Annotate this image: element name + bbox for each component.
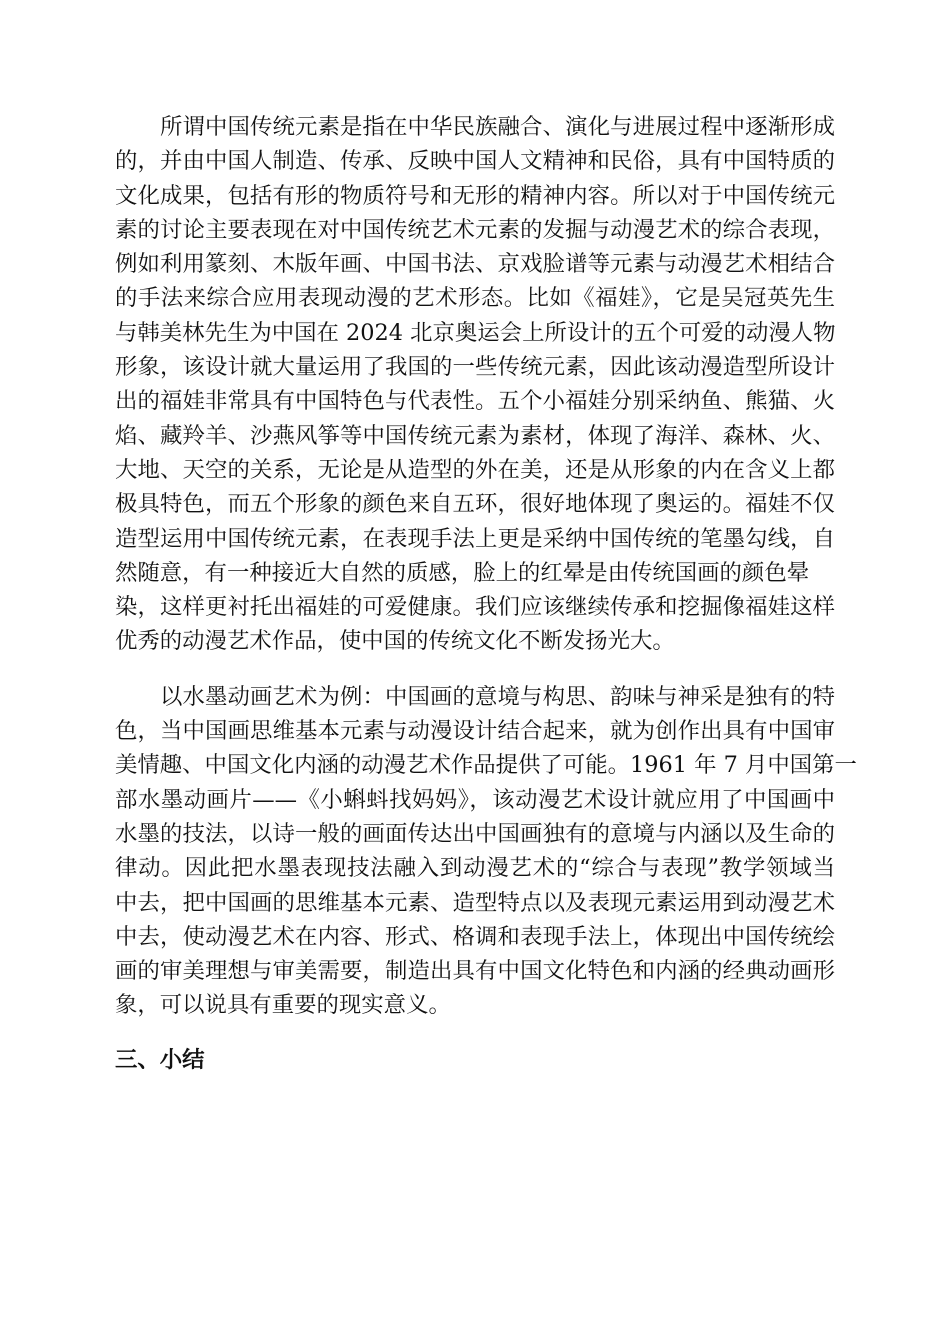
text-line: 画的审美理想与审美需要，制造出具有中国文化特色和内涵的经典动画形 [115,958,835,985]
text-line: 大地、天空的关系，无论是从造型的外在美，还是从形象的内在含义上都 [115,456,835,483]
text-line: 美情趣、中国文化内涵的动漫艺术作品提供了可能。1961 年 7 月中国第一 [115,752,857,779]
text-line: 以水墨动画艺术为例：中国画的意境与构思、韵味与神采是独有的特 [160,683,835,710]
text-line: 的，并由中国人制造、传承、反映中国人文精神和民俗，具有中国特质的 [115,148,835,175]
text-line: 造型运用中国传统元素，在表现手法上更是采纳中国传统的笔墨勾线，自 [115,525,835,552]
text-line: 的手法来综合应用表现动漫的艺术形态。比如《福娃》，它是吴冠英先生 [115,285,835,312]
text-line: 例如利用篆刻、木版年画、中国书法、京戏脸谱等元素与动漫艺术相结合 [115,251,835,278]
text-line: 形象，该设计就大量运用了我国的一些传统元素，因此该动漫造型所设计 [115,354,835,381]
text-line: 水墨的技法，以诗一般的画面传达出中国画独有的意境与内涵以及生命的 [115,820,835,847]
text-line: 部水墨动画片——《小蝌蚪找妈妈》，该动漫艺术设计就应用了中国画中 [115,786,835,813]
text-line: 极具特色，而五个形象的颜色来自五环，很好地体现了奥运的。福娃不仅 [115,491,835,518]
text-line: 中去，把中国画的思维基本元素、造型特点以及表现元素运用到动漫艺术 [115,889,835,916]
section-heading: 三、小结 [115,1046,205,1073]
text-line: 焰、藏羚羊、沙燕风筝等中国传统元素为素材，体现了海洋、森林、火、 [115,422,835,449]
paragraph-chinese-traditional-elements [115,110,835,659]
text-line: 素的讨论主要表现在对中国传统艺术元素的发掘与动漫艺术的综合表现， [115,216,835,243]
text-line: 所谓中国传统元素是指在中华民族融合、演化与进展过程中逐渐形成 [160,114,835,140]
text-line: 象，可以说具有重要的现实意义。 [115,992,451,1019]
text-line: 中去，使动漫艺术在内容、形式、格调和表现手法上，体现出中国传统绘 [115,923,835,950]
text-line: 色，当中国画思维基本元素与动漫设计结合起来，就为创作出具有中国审 [115,718,835,745]
document-page [115,110,857,1077]
text-line: 染，这样更衬托出福娃的可爱健康。我们应该继续传承和挖掘像福娃这样 [115,594,835,621]
paragraph-ink-animation [115,680,857,1023]
text-line: 然随意，有一种接近大自然的质感，脸上的红晕是由传统国画的颜色晕 [115,559,810,586]
text-line: 出的福娃非常具有中国特色与代表性。五个小福娃分别采纳鱼、熊猫、火 [115,388,835,415]
text-line: 与韩美林先生为中国在 2024 北京奥运会上所设计的五个可爱的动漫人物 [115,319,836,346]
text-line: 律动。因此把水墨表现技法融入到动漫艺术的“综合与表现”教学领域当 [115,855,835,882]
text-line: 优秀的动漫艺术作品，使中国的传统文化不断发扬光大。 [115,628,675,655]
text-line: 文化成果，包括有形的物质符号和无形的精神内容。所以对于中国传统元 [115,182,835,209]
